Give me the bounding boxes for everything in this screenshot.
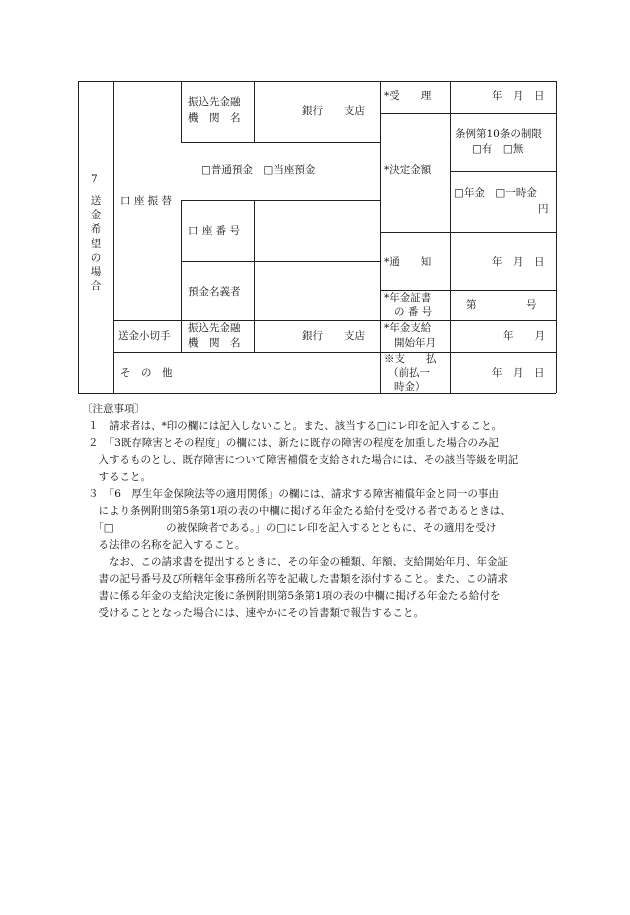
notes-section [82, 401, 562, 622]
deposit-type: □普通預金 □当座預金 [201, 164, 316, 176]
furikomi-label-2: 機 関 名 [188, 112, 241, 124]
shosho-label-1: *年金証書 [384, 292, 432, 304]
note-line: すること。 [88, 471, 151, 483]
tsuchi-date: 年 月 日 [492, 256, 545, 268]
shosho-label-2: の 番 号 [394, 306, 433, 318]
note-line: なお、この請求書を提出するときに、その年金の種類、年額、支給開始年月、年金証 [88, 556, 508, 568]
grid-line [380, 81, 381, 393]
uketori-date: 年 月 日 [492, 90, 545, 102]
grid-line [254, 81, 255, 142]
furikomi2-label-2: 機 関 名 [188, 337, 241, 349]
table-border-left [78, 81, 79, 393]
grid-line [181, 261, 380, 262]
grid-line [380, 232, 556, 233]
grid-line [254, 200, 255, 352]
grid-line [450, 81, 451, 393]
sonota-label: そ の 他 [120, 367, 173, 379]
account-number-label: 口 座 番 号 [188, 225, 241, 237]
grid-line [181, 142, 380, 143]
grid-line [450, 171, 556, 172]
grid-line [181, 81, 182, 142]
shiharai-label-2: （前払一 [388, 367, 430, 379]
note-line: 書の記号番号及び所轄年金事務所名等を記載した書類を添付すること。また、この請求 [88, 573, 508, 585]
account-holder-label: 預金名義者 [188, 286, 241, 298]
koza-furikae-label: 口 座 振 替 [120, 195, 173, 207]
row-number: 7 [91, 173, 98, 185]
note-line: 書に係る年金の支給決定後に条例附則第5条第1項の表の中欄に掲げる年金たる給付を [88, 590, 501, 602]
uketori-label: *受 理 [384, 90, 432, 102]
jorei-10-restriction: 条例第10条の制限 [455, 128, 542, 140]
shosho-go: 号 [526, 299, 537, 311]
grid-line [181, 200, 380, 201]
grid-line [113, 352, 556, 353]
bank-branch-2: 銀行 支店 [302, 330, 365, 342]
table-border-bottom [78, 393, 556, 394]
grid-line [181, 200, 182, 352]
sokin-kogitte-label: 送金小切手 [118, 330, 171, 342]
shiharai-label-3: 時金） [394, 381, 426, 393]
shosho-dai: 第 [466, 299, 477, 311]
note-line: 「□ の被保険者である。」の□にレ印を記入するとともに、その適用を受け [88, 522, 497, 534]
nenkin-ichiji-checkbox: □年金 □一時金 [454, 187, 537, 199]
shiharai-date: 年 月 日 [492, 367, 545, 379]
note-line: １ 請求者は、*印の欄には記入しないこと。また、該当する□にレ印を記入すること。 [88, 420, 503, 432]
furikomi2-label-1: 振込先金融 [188, 322, 241, 334]
bank-branch-1: 銀行 支店 [302, 105, 365, 117]
row-label-vertical: 送 金 希 望 の 場 合 [90, 195, 102, 293]
grid-line [113, 81, 114, 393]
shikyu-label-2: 開始年月 [394, 337, 436, 349]
table-border-right [556, 81, 557, 393]
note-line: 入するものとし、既存障害について障害補償を支給された場合には、その該当等級を明記 [88, 454, 519, 466]
grid-line [113, 320, 556, 321]
note-line: により条例附則第5条第1項の表の中欄に掲げる年金たる給付を受ける者であるときは、 [88, 505, 511, 517]
note-line: る法律の名称を記入すること。 [88, 539, 246, 551]
shikyu-label-1: *年金支給 [384, 322, 432, 334]
tsuchi-label: *通 知 [384, 256, 432, 268]
note-line: ２ 「3既存障害とその程度」の欄には、新たに既存の障害の程度を加重した場合のみ記 [88, 437, 499, 449]
shiharai-label-1: ※支 払 [384, 353, 437, 365]
notes-heading: 〔注意事項〕 [82, 403, 145, 415]
grid-line [380, 113, 556, 114]
note-line: 受けることとなった場合には、速やかにその旨書類で報告すること。 [88, 607, 424, 619]
ari-nashi-checkbox: □有 □無 [472, 143, 524, 155]
note-line: ３ 「6 厚生年金保険法等の適用関係」の欄には、請求する障害補償年金と同一の事由 [88, 488, 499, 500]
shikyu-date: 年 月 [503, 330, 545, 342]
kettei-label: *決定金額 [384, 164, 432, 176]
yen-unit: 円 [538, 203, 549, 215]
table-border-top [78, 81, 556, 82]
furikomi-label-1: 振込先金融 [188, 96, 241, 108]
